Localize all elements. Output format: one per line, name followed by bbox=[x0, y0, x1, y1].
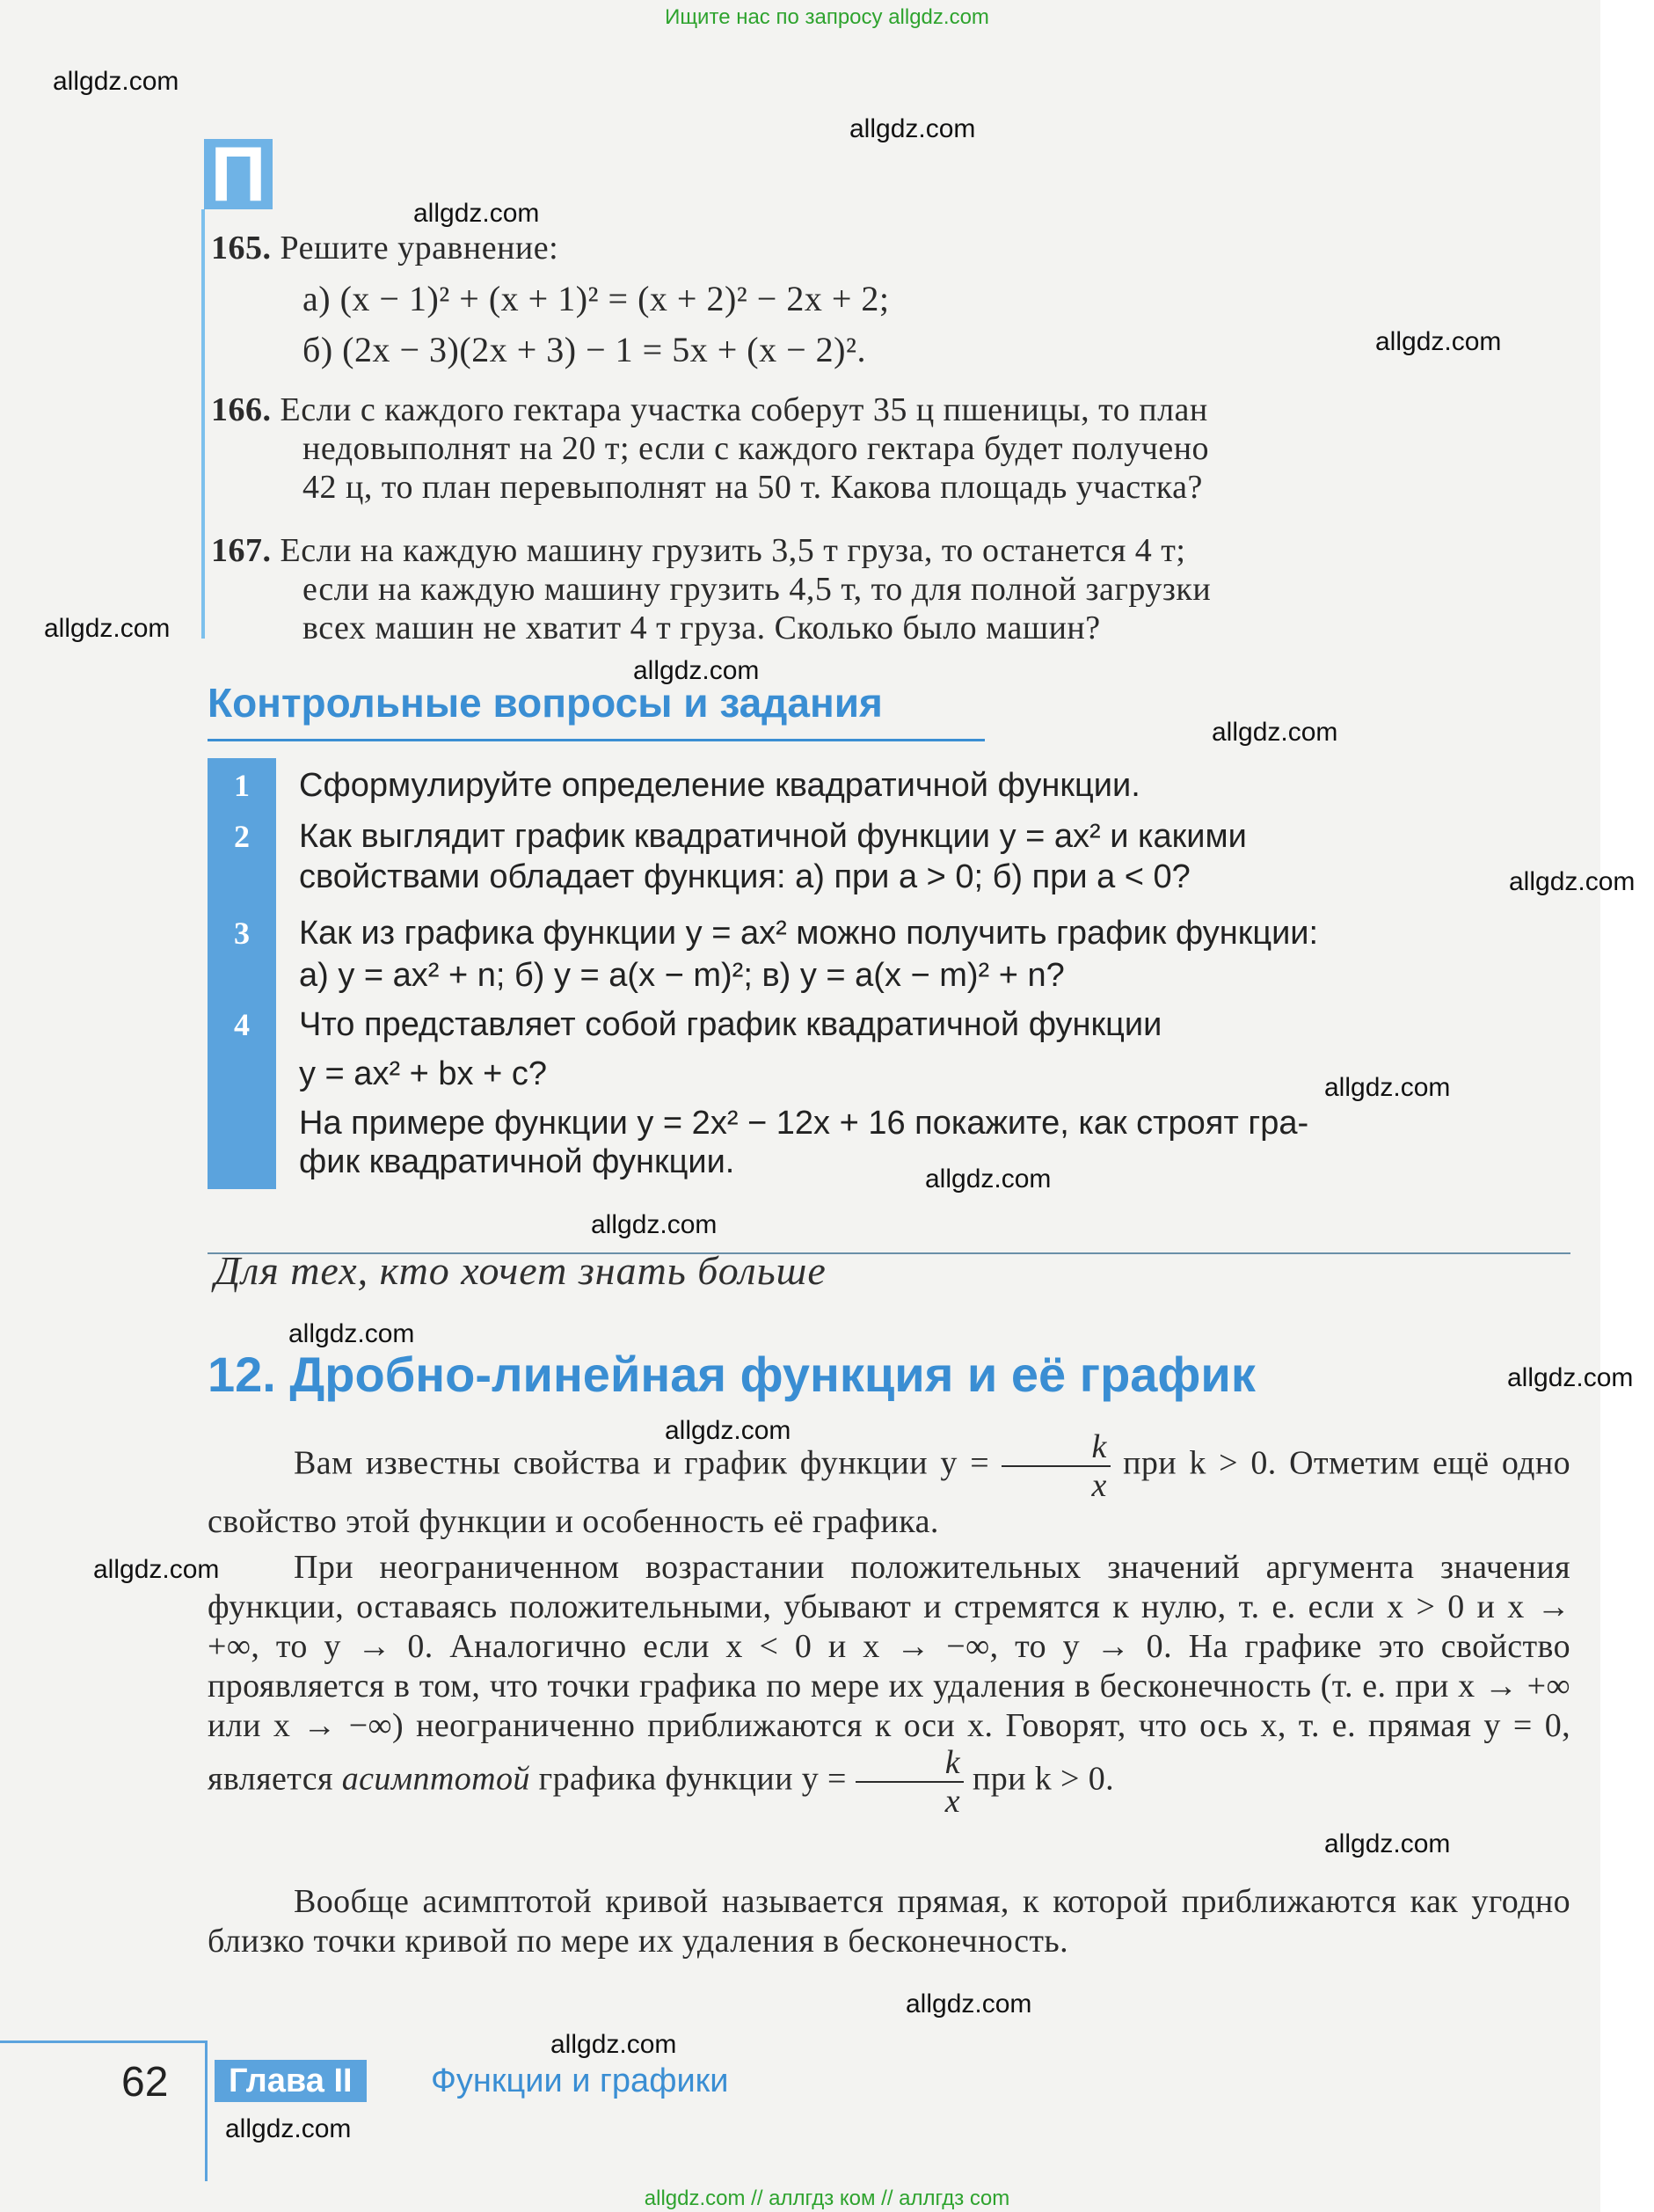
watermark: allgdz.com bbox=[288, 1319, 415, 1348]
more-section-title: Для тех, кто хочет знать больше bbox=[215, 1248, 827, 1293]
watermark: allgdz.com bbox=[906, 1989, 1032, 2019]
paragraph-2 bbox=[208, 1548, 1570, 1818]
watermark: allgdz.com bbox=[550, 2030, 677, 2059]
footer-vertical-rule bbox=[205, 2040, 208, 2181]
page-edge bbox=[1600, 0, 1654, 2212]
paragraph-text: при k > 0. bbox=[972, 1760, 1115, 1798]
question-number: 1 bbox=[234, 768, 250, 803]
paragraph-text: при k > 0. Отметим ещё одно свойство этой функции и особенность её графика. bbox=[208, 1444, 1571, 1540]
watermark: allgdz.com bbox=[1324, 1073, 1451, 1102]
fraction-denominator: x bbox=[1002, 1465, 1110, 1502]
paragraph-text: Вам известны свойства и график функции y = bbox=[294, 1444, 990, 1482]
watermark: allgdz.com bbox=[925, 1164, 1052, 1194]
fraction-numerator: k bbox=[944, 1744, 961, 1781]
watermark: allgdz.com bbox=[93, 1555, 220, 1584]
watermark: allgdz.com bbox=[225, 2114, 352, 2143]
problem-166 bbox=[211, 391, 1208, 429]
question-line: а) y = ax² + n; б) y = a(x − m)²; в) y = a(x − m)² + n? bbox=[299, 957, 1065, 994]
problem-number: 165. bbox=[211, 230, 272, 266]
watermark: allgdz.com bbox=[1212, 718, 1338, 747]
problem-167-line: всех машин не хватит 4 т груза. Сколько было машин? bbox=[302, 610, 1101, 646]
watermark: allgdz.com bbox=[591, 1210, 718, 1239]
problem-number: 166. bbox=[211, 391, 272, 428]
problem-165-b: б) (2x − 3)(2x + 3) − 1 = 5x + (x − 2)². bbox=[302, 330, 866, 369]
problem-167 bbox=[211, 531, 1185, 570]
footer-rule bbox=[0, 2040, 208, 2043]
question-line: свойствами обладает функция: а) при a > 0; б) при a < 0? bbox=[299, 858, 1191, 895]
question-line: На примере функции y = 2x² − 12x + 16 покажите, как строят гра- bbox=[299, 1105, 1309, 1142]
fraction-k-over-x bbox=[1002, 1430, 1110, 1502]
watermark: allgdz.com bbox=[44, 614, 171, 643]
question-line: Что представляет собой график квадратичной функции bbox=[299, 1006, 1162, 1043]
chapter-title: 12. Дробно-линейная функция и её график bbox=[208, 1347, 1256, 1402]
problem-167-line: если на каждую машину грузить 4,5 т, то для полной загрузки bbox=[302, 571, 1212, 608]
watermark: allgdz.com bbox=[413, 199, 540, 228]
watermark: allgdz.com bbox=[1509, 867, 1636, 896]
fraction-k-over-x bbox=[856, 1746, 964, 1818]
watermark: allgdz.com bbox=[849, 114, 976, 143]
watermark: allgdz.com bbox=[1375, 327, 1502, 356]
term-asymptote: асимптотой bbox=[341, 1760, 530, 1798]
watermark: allgdz.com bbox=[53, 67, 179, 96]
question-number: 4 bbox=[234, 1007, 250, 1042]
question-line: y = ax² + bx + c? bbox=[299, 1055, 547, 1092]
question-line: Сформулируйте определение квадратичной функции. bbox=[299, 767, 1140, 804]
practice-marker-line bbox=[201, 209, 205, 639]
problem-text: Решите уравнение: bbox=[280, 230, 559, 266]
problem-166-line: недовыполнят на 20 т; если с каждого гектара будет получено bbox=[302, 430, 1210, 467]
watermark: allgdz.com bbox=[1507, 1363, 1634, 1392]
problem-165 bbox=[211, 229, 558, 267]
page-number: 62 bbox=[121, 2059, 169, 2106]
question-line: Как выглядит график квадратичной функции y = ax² и какими bbox=[299, 818, 1247, 855]
question-line: фик квадратичной функции. bbox=[299, 1143, 735, 1180]
question-line: Как из графика функции y = ax² можно получить график функции: bbox=[299, 915, 1319, 952]
problem-166-line: 42 ц, то план перевыполнят на 50 т. Какова площадь участка? bbox=[302, 469, 1203, 506]
paragraph-3: Вообще асимптотой кривой называется прямая, к которой приближаются как угодно близко точки кривой по мере их удаления в бесконечность. bbox=[208, 1883, 1570, 1960]
practice-marker: П bbox=[204, 139, 273, 209]
question-number: 3 bbox=[234, 916, 250, 951]
watermark: allgdz.com bbox=[1324, 1829, 1451, 1858]
fraction-denominator: x bbox=[856, 1781, 964, 1818]
chapter-name: Функции и графики bbox=[431, 2062, 729, 2099]
paragraph-text: графика функции y = bbox=[538, 1760, 847, 1798]
fraction-numerator: k bbox=[1091, 1428, 1107, 1465]
watermark: allgdz.com bbox=[633, 656, 760, 685]
top-banner[interactable]: Ищите нас по запросу allgdz.com bbox=[665, 5, 989, 29]
watermark: allgdz.com bbox=[665, 1416, 791, 1445]
problem-text: Если с каждого гектара участка соберут 35 ц пшеницы, то план bbox=[280, 391, 1208, 428]
paragraph-text: При неограниченном возрастании положительных значений аргумента значения функции, оставаясь положительными, убывают и стремятся к нулю, т. е. если x > 0 и x → +∞, то y → 0. Аналогично если x < 0 и x → −∞, то y → 0. На графике это свойство проявляется в том, что точки графика по мере их удаления в бесконечность (т. е. при x → +∞ или x → −∞) неограниченно приближаются к оси x. Говорят, что ось x, т. е. прямая y = 0, является bbox=[208, 1549, 1570, 1798]
problem-text: Если на каждую машину грузить 3,5 т груза, то останется 4 т; bbox=[280, 532, 1186, 569]
problem-165-a: а) (x − 1)² + (x + 1)² = (x + 2)² − 2x + 2; bbox=[302, 279, 890, 318]
bottom-banner[interactable]: allgdz.com // аллгдз ком // аллгдз com bbox=[644, 2186, 1010, 2210]
control-questions-title: Контрольные вопросы и задания bbox=[208, 680, 883, 726]
question-number: 2 bbox=[234, 819, 250, 854]
chapter-badge: Глава II bbox=[215, 2060, 367, 2102]
paragraph-1 bbox=[208, 1430, 1570, 1542]
problem-number: 167. bbox=[211, 532, 272, 569]
section-underline bbox=[208, 739, 985, 741]
